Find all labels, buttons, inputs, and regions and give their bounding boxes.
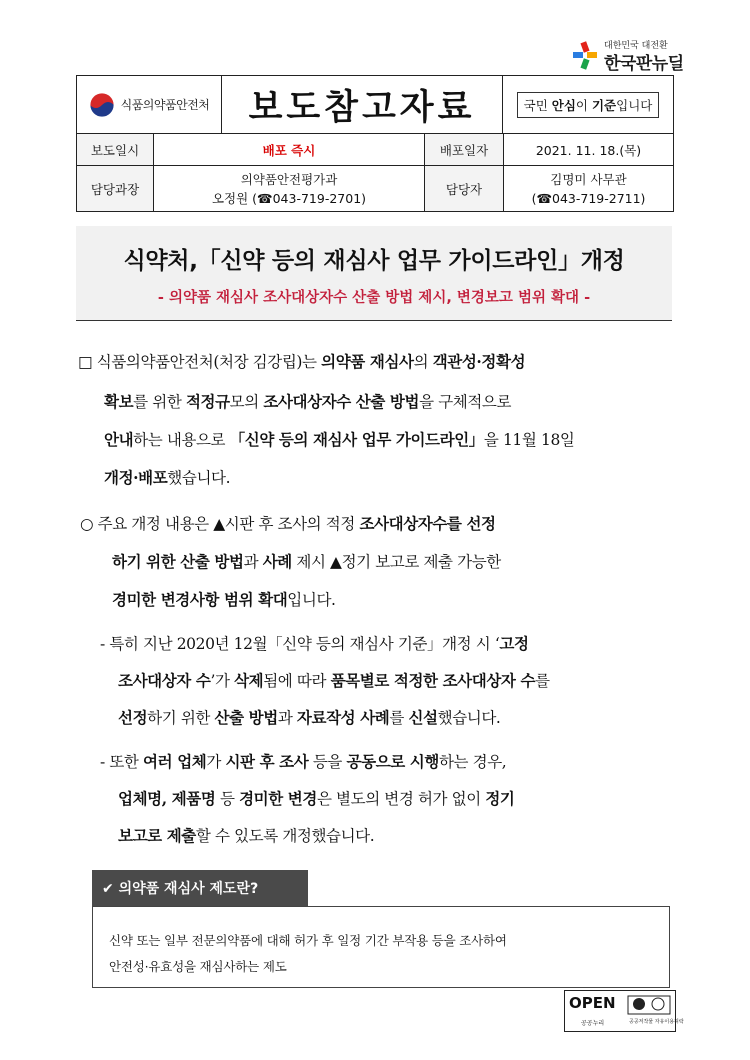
note-line1: 신약 또는 일부 전문의약품에 대해 허가 후 일정 기간 부작용 등을 조사하여: [109, 933, 507, 948]
para1-line2: 확보를 위한 적정규모의 조사대상자수 산출 방법을 구체적으로: [104, 392, 512, 411]
para3-line2: 조사대상자 수’가 삭제됨에 따라 품목별로 적정한 조사대상자 수를: [118, 671, 550, 690]
slogan-part: 안심: [551, 97, 576, 113]
para4-line1: - 또한 여러 업체가 시판 후 조사 등을 공동으로 시행하는 경우,: [100, 752, 507, 771]
korean-new-deal-logo: [570, 38, 684, 74]
open-sub2: 공공저작물 자유이용허락: [629, 1019, 684, 1025]
agency-name: 식품의약품안전처: [120, 98, 210, 112]
slogan-part: 입니다: [616, 97, 653, 113]
para3-line1: - 특히 지난 2020년 12월「신약 등의 재심사 기준」개정 시 ‘고정: [100, 634, 529, 653]
dist-date-value: 2021. 11. 18.(목): [535, 142, 642, 158]
brand-subtitle: 대한민국 대전환: [604, 41, 668, 51]
note-line2: 안전성·유효성을 재심사하는 제도: [109, 959, 287, 974]
agency-cell: [77, 76, 222, 133]
contact-label: 담당자: [425, 166, 504, 211]
subheadline: - 의약품 재심사 조사대상자수 산출 방법 제시, 변경보고 범위 확대 -: [157, 290, 591, 306]
para4-line2: 업체명, 제품명 등 경미한 변경은 별도의 변경 허가 없이 정기: [118, 789, 515, 808]
document-type: 보도참고자료: [222, 76, 503, 133]
note-box: [92, 906, 670, 988]
para2-line3: 경미한 변경사항 범위 확대입니다.: [112, 590, 336, 609]
open-license-badge: [564, 990, 684, 1032]
open-label: OPEN: [569, 994, 616, 1012]
slogan-part: 기준: [591, 97, 617, 113]
para2-line2: 하기 위한 산출 방법과 사례 제시 ▲정기 보고로 제출 가능한: [112, 552, 501, 571]
para2-line1: ○ 주요 개정 내용은 ▲시판 후 조사의 적정 조사대상자수를 선정: [80, 514, 496, 533]
contact-value: [504, 166, 673, 211]
slogan-part: 이: [575, 97, 592, 113]
open-sub: 공공누리: [581, 1020, 605, 1027]
contact-name: 김명미 사무관: [550, 171, 627, 187]
para1-line4: 개정·배포했습니다.: [104, 468, 231, 487]
title-band: [76, 226, 672, 321]
press-header-table: [76, 75, 674, 212]
release-label: 보도일시: [77, 134, 154, 165]
slogan-part: 국민: [523, 97, 552, 113]
headline: 식약처,「신약 등의 재심사 업무 가이드라인」개정: [123, 248, 625, 274]
department-value: [154, 166, 425, 211]
note-heading: ✔ 의약품 재심사 제도란?: [92, 870, 308, 906]
brand-name: 한국판뉴딜: [604, 54, 684, 74]
license-type-icon: [627, 995, 671, 1015]
slogan: [517, 92, 660, 118]
department-label: 담당과장: [77, 166, 154, 211]
dist-date-label: 배포일자: [425, 134, 504, 165]
contact-phone: (☎043-719-2711): [531, 190, 646, 206]
para1-line3: 안내하는 내용으로 「신약 등의 재심사 업무 가이드라인」을 11월 18일: [104, 430, 575, 449]
department-head: 오정원 (☎043-719-2701): [211, 190, 367, 206]
government-emblem-icon: [89, 92, 115, 118]
release-value: 배포 즉시: [154, 134, 425, 165]
para4-line3: 보고로 제출할 수 있도록 개정했습니다.: [118, 826, 375, 845]
department-name: 의약품안전평가과: [240, 171, 338, 187]
new-deal-icon: [570, 40, 600, 72]
para1-line1: □ 식품의약품안전처(처장 김강립)는 의약품 재심사의 객관성·정확성: [78, 352, 526, 371]
para3-line3: 선정하기 위한 산출 방법과 자료작성 사례를 신설했습니다.: [118, 708, 501, 727]
